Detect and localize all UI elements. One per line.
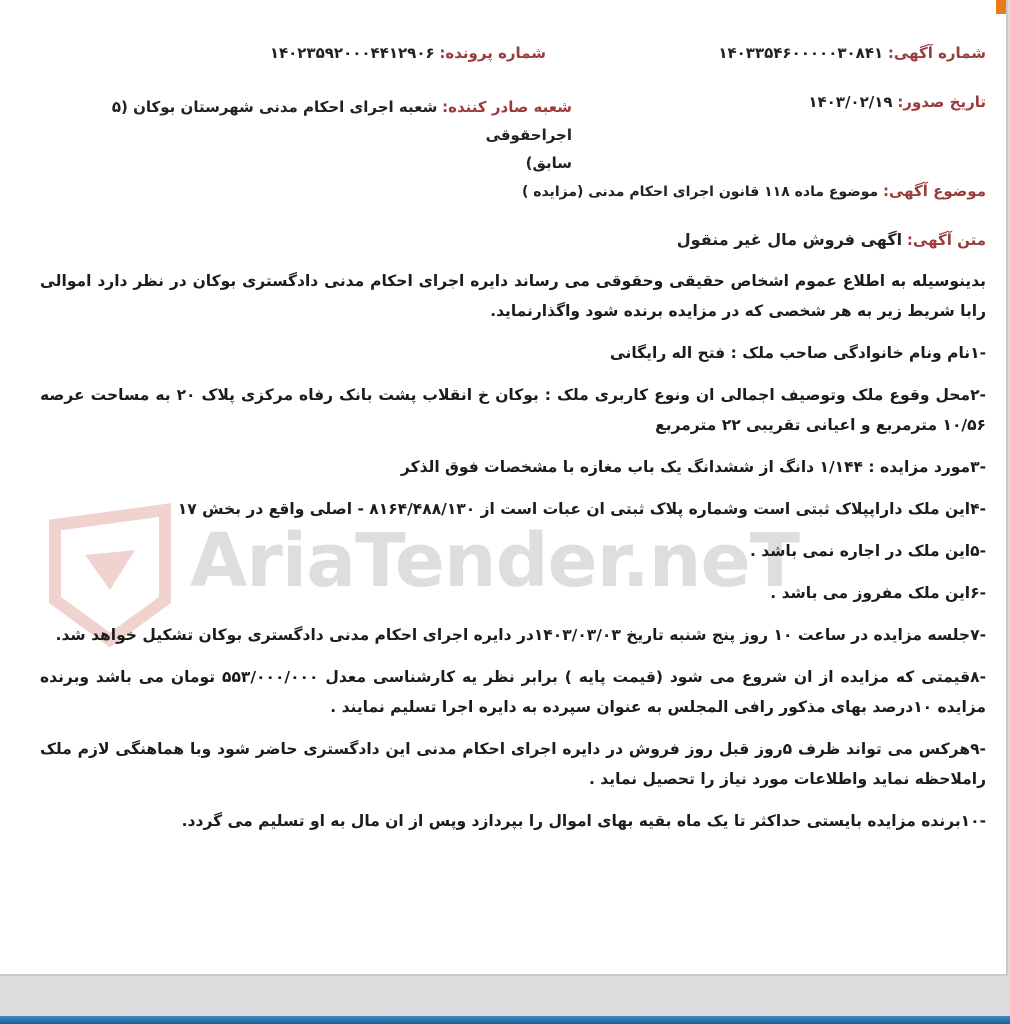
subject-label: موضوع آگهی: bbox=[882, 182, 986, 200]
case-number-label: شماره پرونده: bbox=[439, 44, 546, 62]
issuer-field bbox=[52, 93, 572, 177]
issue-date-field bbox=[808, 93, 986, 111]
issue-date-label: تاریخ صدور: bbox=[897, 93, 986, 111]
corner-tab[interactable] bbox=[996, 0, 1006, 14]
case-number-value: ۱۴۰۲۳۵۹۲۰۰۰۴۴۱۲۹۰۶ bbox=[269, 44, 435, 62]
case-number-field bbox=[270, 44, 546, 62]
issuer-label: شعبه صادر کننده: bbox=[442, 98, 572, 116]
text-title-field bbox=[677, 230, 986, 249]
text-title: اگهی فروش مال غیر منقول bbox=[676, 230, 903, 249]
ad-item-10: -۱۰برنده مزایده بایستی حداکثر تا یک ماه بقیه بهای اموال را بپردازد وپس از ان مال به او تسلیم می گردد. bbox=[181, 812, 986, 830]
subject-field bbox=[522, 182, 986, 200]
subject-value: موضوع ماده ۱۱۸ قانون اجرای احکام مدنی (مزایده ) bbox=[521, 184, 879, 200]
ad-number-value: ۱۴۰۳۳۵۴۶۰۰۰۰۰۳۰۸۴۱ bbox=[718, 44, 884, 62]
issuer-line2: سابق) bbox=[525, 154, 572, 172]
ad-intro: بدینوسیله به اطلاع عموم اشخاص حقیقی وحقوقی می رساند دایره اجرای احکام مدنی دادگستری بوکان در نظر دارد اموالی رابا شریط زیر به هر شخصی که در مزایده برنده شود واگذارنماید. bbox=[40, 272, 986, 320]
ad-item-1: -۱نام ونام خانوادگی صاحب ملک : فتح اله رایگانی bbox=[609, 344, 986, 362]
ad-item-6: -۶این ملک مفروز می باشد . bbox=[770, 584, 986, 602]
ad-item-5: -۵این ملک در اجاره نمی باشد . bbox=[749, 542, 986, 560]
ad-item-2: -۲محل وقوع ملک وتوصیف اجمالی ان ونوع کاربری ملک : بوکان خ انقلاب پشت بانک رفاه مرکزی پلاک ۲۰ به مساحت عرصه ۱۰/۵۶ مترمربع و اعیانی تقریبی ۲۲ مترمربع bbox=[40, 386, 986, 434]
ad-item-7: -۷جلسه مزایده در ساعت ۱۰ روز پنج شنبه تاریخ ۱۴۰۳/۰۳/۰۳در دایره اجرای احکام مدنی دادگستری بوکان تشکیل خواهد شد. bbox=[55, 626, 986, 644]
watermark-text: AriaTender.neT bbox=[190, 518, 800, 604]
ad-item-9: -۹هرکس می تواند ظرف ۵روز قبل روز فروش در دایره اجرای احکام مدنی این دادگستری حاضر شود وبا هماهنگی لازم ملک راملاحظه نماید واطلاعات مورد نیاز را تحصیل نماید . bbox=[40, 740, 986, 788]
ad-number-label: شماره آگهی: bbox=[887, 44, 986, 62]
ad-item-8: -۸قیمتی که مزایده از ان شروع می شود (قیمت پایه ) برابر نظر یه کارشناسی معدل ۵۵۳/۰۰۰/۰۰۰ تومان می باشد وبرنده مزایده ۱۰درصد بهای مذکور رافی المجلس به عنوان سپرده به دایره اجرا تسلیم نمایند . bbox=[40, 668, 986, 716]
ad-item-4: -۴این ملک داراپپلاک ثبتی است وشماره پلاک ثبتی ان عبات است از ۸۱۶۴/۴۸۸/۱۳۰ - اصلی واقع در بخش ۱۷ bbox=[177, 500, 986, 518]
issue-date-value: ۱۴۰۳/۰۲/۱۹ bbox=[808, 93, 893, 111]
bottom-accent-bar bbox=[0, 1016, 1010, 1024]
ad-item-3: -۳مورد مزایده : ۱/۱۴۴ دانگ از ششدانگ یک باب مغازه با مشخصات فوق الذکر bbox=[400, 458, 986, 476]
ad-number-field bbox=[718, 44, 986, 62]
text-label: متن آگهی: bbox=[906, 231, 986, 249]
ad-body bbox=[40, 266, 986, 848]
issuer-line1: شعبه اجرای احکام مدنی شهرستان بوکان (۵ اجراحقوقی bbox=[111, 98, 572, 144]
